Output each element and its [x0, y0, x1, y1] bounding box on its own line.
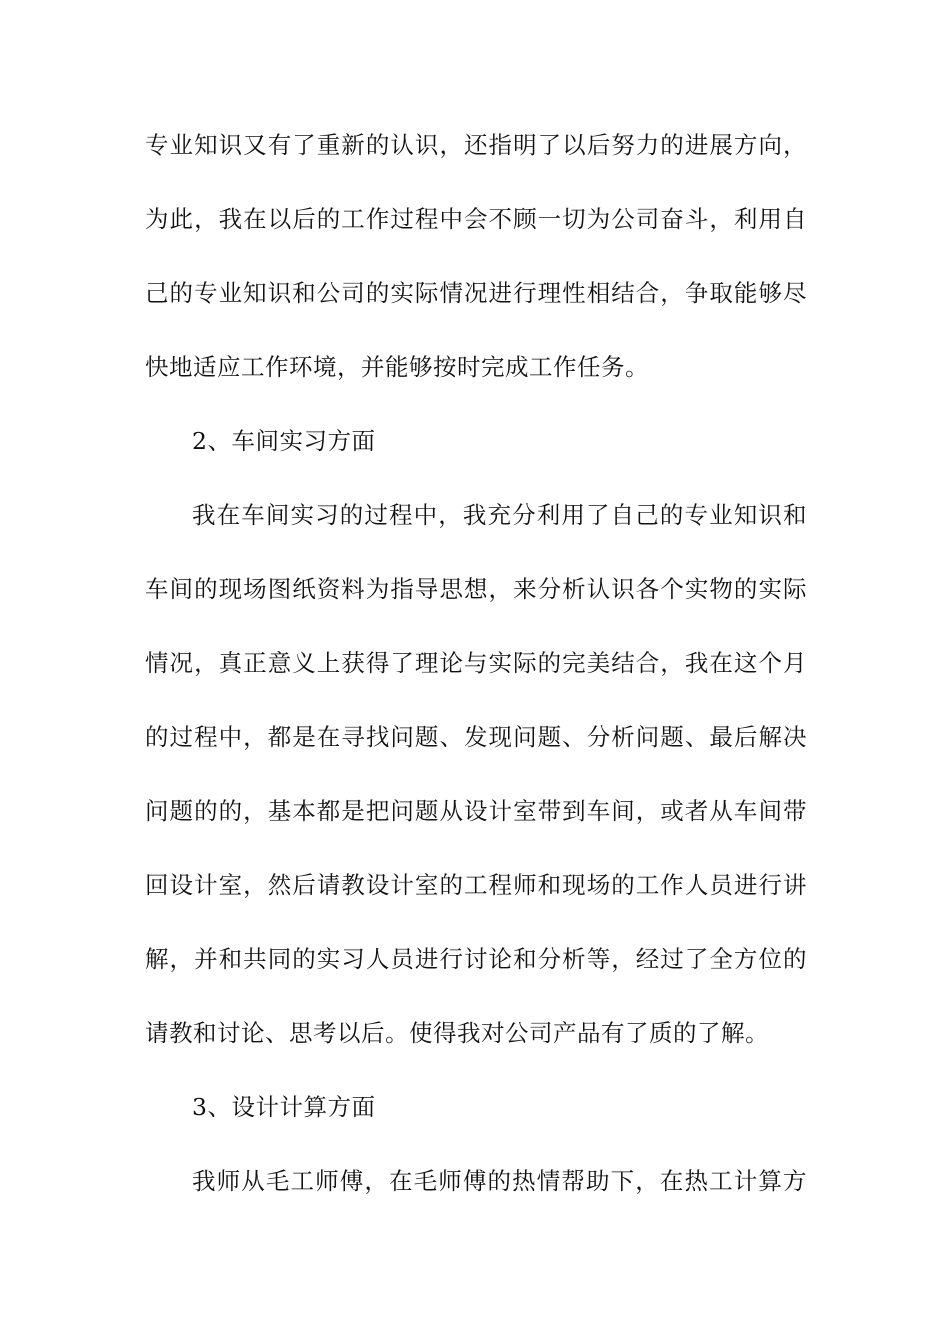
- paragraph-line: 专业知识又有了重新的认识，还指明了以后努力的进展方向，: [145, 131, 807, 159]
- paragraph-line: 己的专业知识和公司的实际情况进行理性相结合，争取能够尽: [145, 279, 807, 307]
- section-heading: 3、设计计算方面: [192, 1093, 376, 1121]
- paragraph-line: 解，并和共同的实习人员进行讨论和分析等，经过了全方位的: [145, 945, 807, 973]
- paragraph-line: 我在车间实习的过程中，我充分利用了自己的专业知识和: [192, 501, 807, 529]
- paragraph-line: 我师从毛工师傅，在毛师傅的热情帮助下，在热工计算方: [192, 1167, 807, 1195]
- paragraph-line: 快地适应工作环境，并能够按时完成工作任务。: [145, 353, 649, 381]
- section-heading: 2、车间实习方面: [192, 427, 376, 455]
- paragraph-line: 请教和讨论、思考以后。使得我对公司产品有了质的了解。: [145, 1019, 769, 1047]
- document-body: [145, 131, 807, 1241]
- paragraph-line: 为此，我在以后的工作过程中会不顾一切为公司奋斗，利用自: [145, 205, 807, 233]
- paragraph-line: 的过程中，都是在寻找问题、发现问题、分析问题、最后解决: [145, 723, 807, 751]
- paragraph-line: 车间的现场图纸资料为指导思想，来分析认识各个实物的实际: [145, 575, 807, 603]
- paragraph-line: 问题的的，基本都是把问题从设计室带到车间，或者从车间带: [145, 797, 807, 825]
- paragraph-line: 情况，真正意义上获得了理论与实际的完美结合，我在这个月: [145, 649, 807, 677]
- paragraph-line: 回设计室，然后请教设计室的工程师和现场的工作人员进行讲: [145, 871, 807, 899]
